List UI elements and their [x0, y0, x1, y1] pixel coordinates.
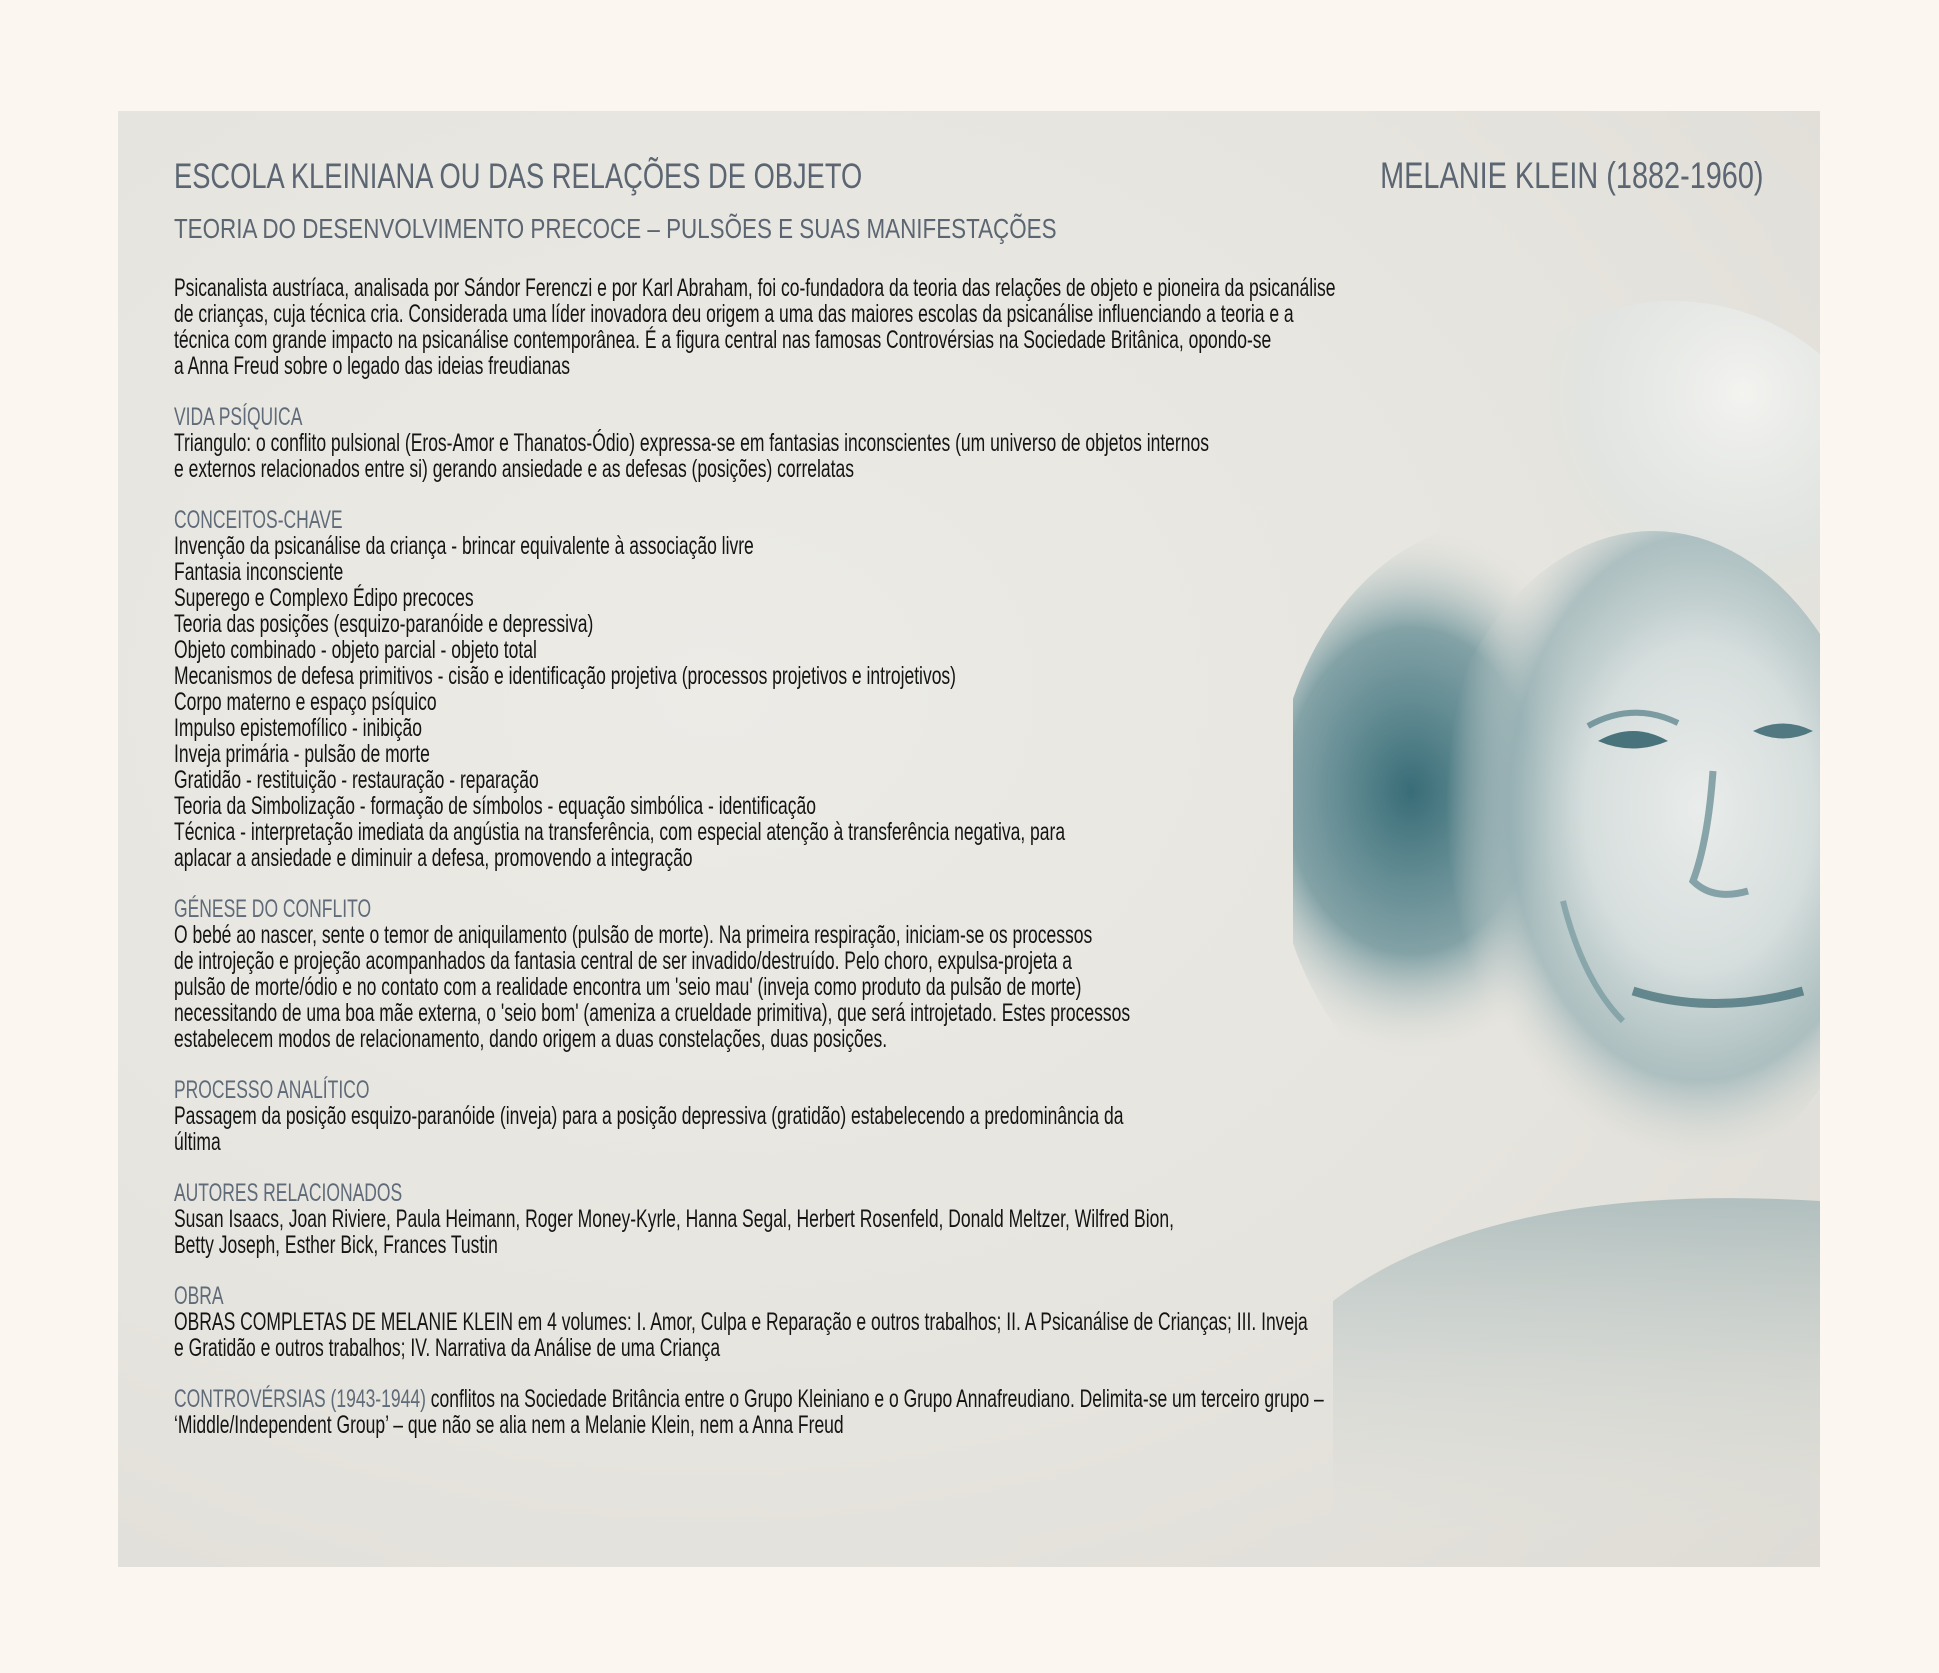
section-vida-psiquica	[174, 404, 1434, 482]
concept-item: Invenção da psicanálise da criança - brincar equivalente à associação livre	[174, 532, 754, 560]
concept-item: aplacar a ansiedade e diminuir a defesa, promovendo a integração	[174, 844, 693, 872]
document-body	[174, 275, 1434, 1438]
controversias-text: conflitos na Sociedade Britância entre o Grupo Kleiniano e o Grupo Annafreudiano. Delimita-se um terceiro grupo –	[425, 1385, 1324, 1413]
intro-line: Psicanalista austríaca, analisada por Sándor Ferenczi e por Karl Abraham, foi co-fundadora da teoria das relações de objeto e pioneira da psicanálise	[174, 274, 1336, 302]
section-genese-conflito	[174, 896, 1434, 1052]
section-heading: VIDA PSÍQUICA	[174, 403, 303, 431]
section-processo-analitico	[174, 1077, 1434, 1155]
section-line: e Gratidão e outros trabalhos; IV. Narrativa da Análise de uma Criança	[174, 1334, 721, 1362]
concept-item: Teoria das posições (esquizo-paranóide e depressiva)	[174, 610, 594, 638]
section-line: Susan Isaacs, Joan Riviere, Paula Heimann, Roger Money-Kyrle, Hanna Segal, Herbert Rosenfeld, Donald Meltzer, Wilfred Bion,	[174, 1205, 1174, 1233]
section-heading: CONTROVÉRSIAS (1943-1944)	[174, 1385, 426, 1413]
intro-line: de crianças, cuja técnica cria. Considerada uma líder inovadora deu origem a uma das maiores escolas da psicanálise influenciando a teoria e a	[174, 300, 1294, 328]
section-line: necessitando de uma boa mãe externa, o 'seio bom' (ameniza a crueldade primitiva), que será introjetado. Estes processos	[174, 999, 1131, 1027]
concept-item: Gratidão - restituição - restauração - reparação	[174, 766, 539, 794]
section-heading: CONCEITOS-CHAVE	[174, 506, 343, 534]
concept-item: Impulso epistemofílico - inibição	[174, 714, 423, 742]
page-title: ESCOLA KLEINIANA OU DAS RELAÇÕES DE OBJETO	[174, 157, 863, 196]
concept-item: Técnica - interpretação imediata da angústia na transferência, com especial atenção à transferência negativa, para	[174, 818, 1066, 846]
concept-item: Teoria da Simbolização - formação de símbolos - equação simbólica - identificação	[174, 792, 816, 820]
intro-line: a Anna Freud sobre o legado das ideias freudianas	[174, 352, 570, 380]
section-heading: GÉNESE DO CONFLITO	[174, 895, 372, 923]
section-line: Triangulo: o conflito pulsional (Eros-Amor e Thanatos-Ódio) expressa-se em fantasias inconscientes (um universo de objetos internos	[174, 429, 1209, 457]
section-obra	[174, 1283, 1434, 1361]
section-heading: OBRA	[174, 1282, 224, 1310]
section-line: ‘Middle/Independent Group’ – que não se alia nem a Melanie Klein, nem a Anna Freud	[174, 1411, 844, 1439]
section-line: pulsão de morte/ódio e no contato com a realidade encontra um 'seio mau' (inveja como produto da pulsão de morte)	[174, 973, 1082, 1001]
concept-item: Objeto combinado - objeto parcial - objeto total	[174, 636, 537, 664]
concept-item: Corpo materno e espaço psíquico	[174, 688, 437, 716]
section-line: Betty Joseph, Esther Bick, Frances Tustin	[174, 1231, 498, 1259]
document-sheet	[118, 111, 1820, 1567]
section-line: Passagem da posição esquizo-paranóide (inveja) para a posição depressiva (gratidão) estabelecendo a predominância da	[174, 1102, 1124, 1130]
section-line: e externos relacionados entre si) gerando ansiedade e as defesas (posições) correlatas	[174, 455, 854, 483]
page-subtitle: TEORIA DO DESENVOLVIMENTO PRECOCE – PULSÕES E SUAS MANIFESTAÇÕES	[174, 213, 1057, 244]
section-line	[174, 1386, 1434, 1412]
concept-item: Mecanismos de defesa primitivos - cisão e identificação projetiva (processos projetivos e introjetivos)	[174, 662, 957, 690]
section-line: última	[174, 1128, 221, 1156]
section-heading: PROCESSO ANALÍTICO	[174, 1076, 370, 1104]
concept-item: Inveja primária - pulsão de morte	[174, 740, 430, 768]
section-autores-relacionados	[174, 1180, 1434, 1258]
person-name: MELANIE KLEIN (1882-1960)	[1380, 155, 1764, 196]
section-conceitos-chave	[174, 507, 1434, 871]
section-line: OBRAS COMPLETAS DE MELANIE KLEIN em 4 volumes: I. Amor, Culpa e Reparação e outros trabalhos; II. A Psicanálise de Crianças; III. Inveja	[174, 1308, 1308, 1336]
section-controversias	[174, 1386, 1434, 1438]
section-line: O bebé ao nascer, sente o temor de aniquilamento (pulsão de morte). Na primeira respiração, iniciam-se os processos	[174, 921, 1093, 949]
concept-item: Fantasia inconsciente	[174, 558, 344, 586]
intro-line: técnica com grande impacto na psicanálise contemporânea. É a figura central nas famosas Controvérsias na Sociedade Britânica, opondo-se	[174, 326, 1272, 354]
section-line: de introjeção e projeção acompanhados da fantasia central de ser invadido/destruído. Pelo choro, expulsa-projeta a	[174, 947, 1072, 975]
intro-paragraph	[174, 275, 1434, 379]
section-line: estabelecem modos de relacionamento, dando origem a duas constelações, duas posições.	[174, 1025, 888, 1053]
concept-item: Superego e Complexo Édipo precoces	[174, 584, 474, 612]
section-heading: AUTORES RELACIONADOS	[174, 1179, 403, 1207]
